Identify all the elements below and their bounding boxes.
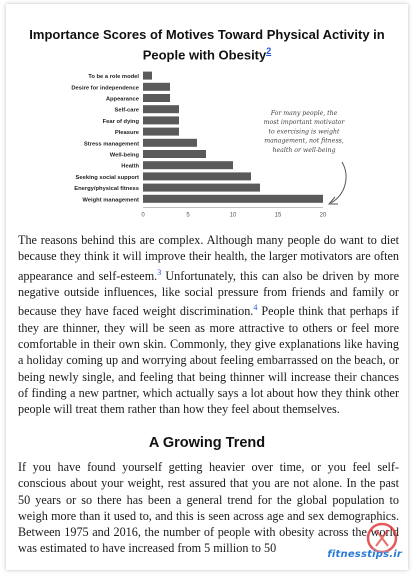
category-label-weight-management: Weight management — [82, 197, 139, 204]
bar-to-be-a-role-model — [143, 72, 152, 80]
bar-weight-management — [143, 195, 323, 203]
bar-well-being — [143, 150, 206, 158]
category-label-well-being: Well-being — [109, 152, 139, 159]
document-page — [6, 4, 408, 570]
paragraph-text: Unfortunately, this can also be driven by more negative outside influences, like social pressure from friends and family or because they have faced weight discrimination. — [18, 268, 399, 319]
watermark-logo-icon — [318, 520, 404, 568]
category-label-fear-of-dying: Fear of dying — [102, 118, 139, 125]
bar-fear-of-dying — [143, 116, 179, 124]
bar-seeking-social-support — [143, 172, 251, 180]
bar-health — [143, 161, 233, 169]
category-label-to-be-a-role-model: To be a role model — [88, 74, 139, 81]
reference-link-4[interactable]: 4 — [253, 303, 258, 313]
chart-title-text: Importance Scores of Motives Toward Physical Activity in People with Obesity — [29, 27, 385, 63]
category-label-pleasure: Pleasure — [114, 130, 139, 137]
category-label-self-care: Self-care — [114, 107, 139, 114]
bar-pleasure — [143, 128, 179, 136]
category-label-appearance: Appearance — [105, 96, 139, 103]
x-tick-label: 15 — [274, 212, 282, 219]
chart-annotation: For many people, the most important motivator to exercising is weight management, not fitness, health or well-being — [263, 110, 345, 154]
bar-appearance — [143, 94, 170, 102]
bar-energy-physical-fitness — [143, 184, 260, 192]
category-label-energy-physical-fitness: Energy/physical fitness — [74, 186, 139, 193]
x-tick-label: 0 — [141, 212, 145, 219]
category-label-desire-for-independence: Desire for independence — [71, 85, 139, 92]
bar-desire-for-independence — [143, 83, 170, 91]
x-tick-label: 20 — [319, 212, 327, 219]
category-label-health: Health — [121, 163, 139, 170]
annotation-arrowhead — [329, 197, 338, 204]
watermark-text: fitnesstips.ir — [327, 549, 402, 560]
category-label-stress-management: Stress management — [83, 141, 139, 148]
annotation-arrow — [331, 162, 346, 203]
reference-link-3[interactable]: 3 — [157, 267, 162, 277]
chart-title-reference-link[interactable]: 2 — [266, 46, 272, 56]
paragraph-growing-trend: If you have found yourself getting heavier over time, or you feel self-conscious about your weight, rest assured that you are not alone. In the past 50 years or so there has been a general trend for the global population to weigh more than it used to, and this is seen across age and sex demographics. Between 1975 and 2016, the number of people with obesity across the world was estimated to have increased from 5 million to 50 — [18, 460, 399, 556]
x-tick-label: 5 — [186, 212, 190, 219]
bar-stress-management — [143, 139, 197, 147]
paragraph-text: People think that perhaps if they are thinner, they will be seen as more attractive to others or feel more comfortable in their own skin. Commonly, they give explanations like having a holiday coming up and worrying about feeling embarrassed on the beach, or being newly single, and feeling that being thinner will increase their chances of finding a new partner, which actually says a lot about how they think other people will treat them rather than how they feel about themselves. — [18, 304, 399, 417]
watermark — [318, 520, 404, 568]
paragraph-reasons — [18, 232, 399, 417]
paragraph-text: The reasons behind this are complex. Although many people do want to diet because they think it will improve their health, the larger motivators are often appearance and self-esteem. — [18, 233, 399, 283]
x-tick-label: 10 — [229, 212, 237, 219]
category-label-seeking-social-support: Seeking social support — [75, 174, 139, 181]
bar-chart — [6, 4, 408, 229]
bar-self-care — [143, 105, 179, 113]
section-heading: A Growing Trend — [148, 435, 266, 451]
